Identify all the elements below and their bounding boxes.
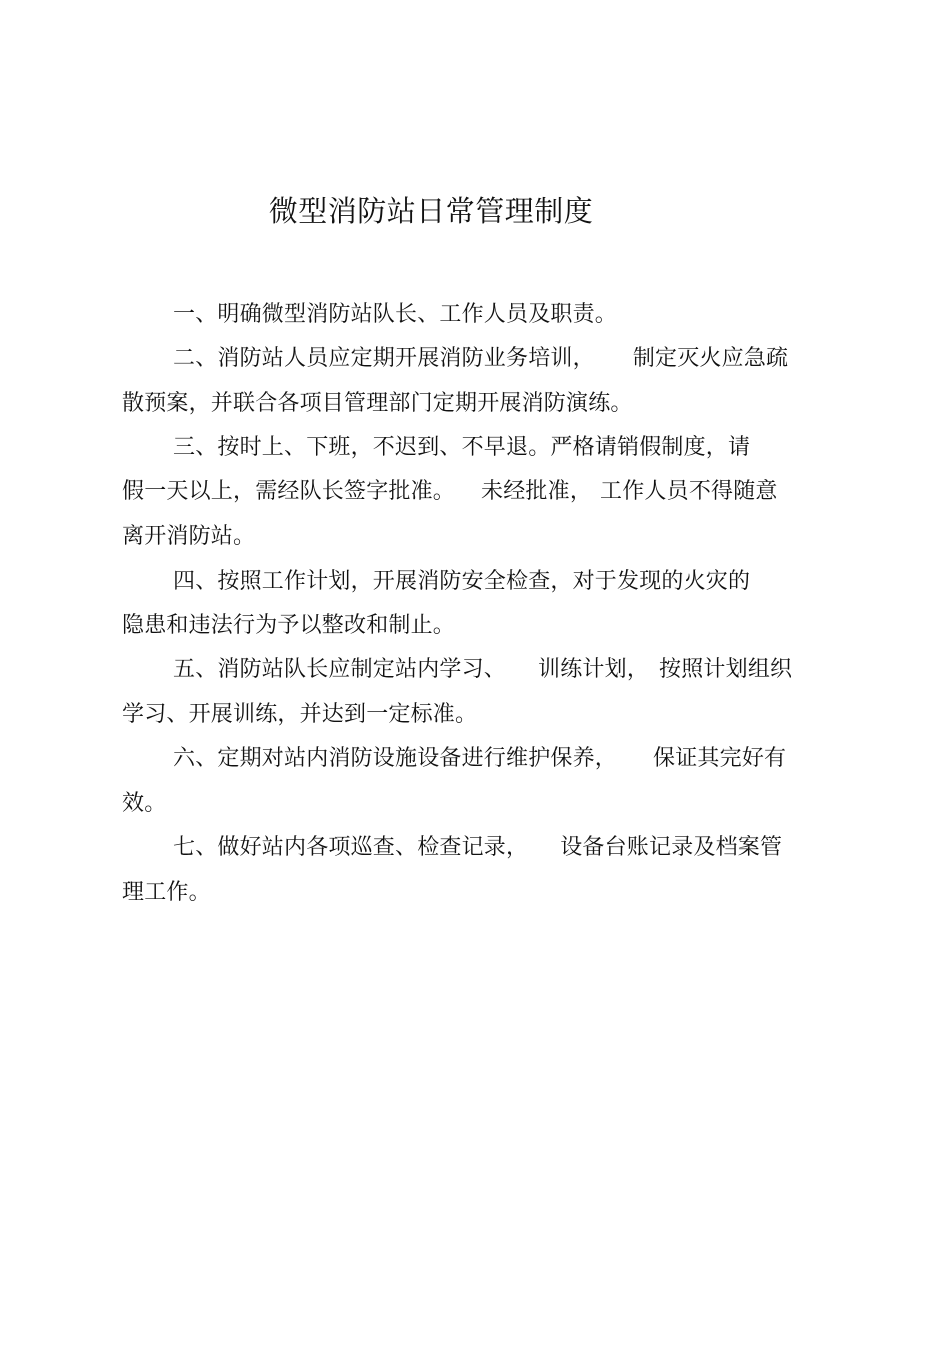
item-6-line-2: 效。 [122, 791, 167, 816]
item-5-line-1 [173, 655, 792, 685]
item-5-line-1-part-c: 按照计划组织 [659, 657, 793, 682]
item-3-line-2 [122, 477, 778, 507]
item-3-line-2-part-c: 工作人员不得随意 [600, 479, 778, 504]
item-7-line-1-part-a: 七、做好站内各项巡查、检查记录， [173, 835, 529, 860]
item-3-line-2-part-b: 未经批准， [481, 479, 593, 504]
item-3-line-3: 离开消防站。 [122, 524, 256, 549]
item-6-line-1 [173, 744, 786, 774]
item-4-line-2: 隐患和违法行为予以整改和制止。 [122, 613, 456, 638]
item-6-line-1-part-a: 六、定期对站内消防设施设备进行维护保养， [173, 746, 618, 771]
item-5-line-1-part-a: 五、消防站队长应制定站内学习、 [173, 657, 507, 682]
item-2-line-1 [173, 344, 788, 374]
item-2-line-1-part-a: 二、消防站人员应定期开展消防业务培训， [173, 346, 595, 371]
item-3-line-1: 三、按时上、下班，不迟到、不早退。严格请销假制度，请 [173, 435, 751, 460]
item-3-line-2-part-a: 假一天以上，需经队长签字批准。 [122, 479, 456, 504]
item-4-line-1: 四、按照工作计划，开展消防安全检查，对于发现的火灾的 [173, 569, 751, 594]
item-6-line-1-part-b: 保证其完好有 [653, 746, 787, 771]
item-1-line-1: 一、明确微型消防站队长、工作人员及职责。 [173, 302, 618, 327]
item-7-line-2: 理工作。 [122, 880, 211, 905]
item-7-line-1-part-b: 设备台账记录及档案管 [560, 835, 783, 860]
item-7-line-1 [173, 833, 782, 863]
item-2-line-1-part-b: 制定灭火应急疏 [632, 346, 789, 371]
item-5-line-2: 学习、开展训练，并达到一定标准。 [122, 702, 478, 727]
item-2-line-2: 散预案，并联合各项目管理部门定期开展消防演练。 [122, 391, 633, 416]
document-title: 微型消防站日常管理制度 [268, 194, 594, 228]
item-5-line-1-part-b: 训练计划， [538, 657, 650, 682]
